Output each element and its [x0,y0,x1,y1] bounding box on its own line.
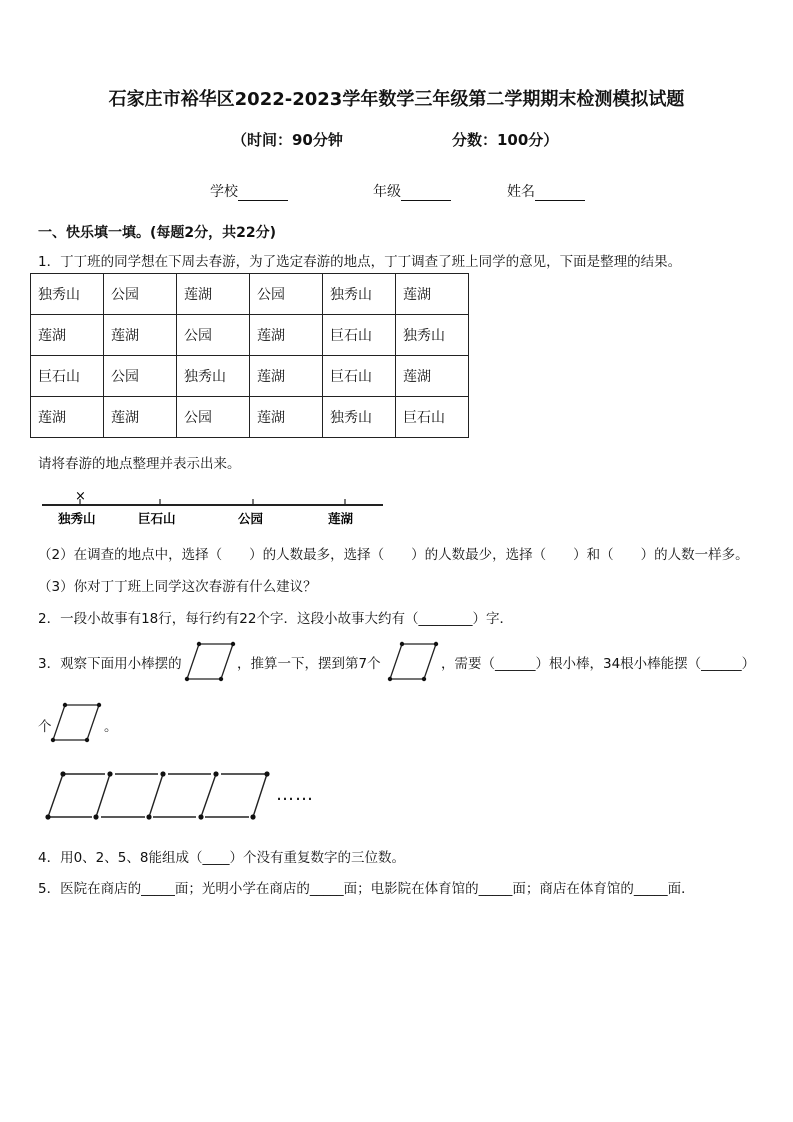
table-cell: 莲湖 [31,397,104,438]
table-cell: 巨石山 [323,356,396,397]
axis-label: 莲湖 [328,511,354,526]
table-cell: 公园 [104,356,177,397]
grade-label: 年级 [373,184,401,200]
question-1-instruction: 请将春游的地点整理并表示出来。 [38,456,241,472]
table-cell: 莲湖 [396,274,469,315]
exam-score: 分数：100分） [452,131,559,149]
table-cell: 莲湖 [250,397,323,438]
table-cell: 独秀山 [31,274,104,315]
stick-chain-figure [40,766,280,826]
question-1-part-3: （3）你对丁丁班上同学这次春游有什么建议？ [38,579,317,595]
table-cell: 莲湖 [396,356,469,397]
axis-label: 巨石山 [138,511,176,526]
table-cell: 巨石山 [323,315,396,356]
table-cell: 公园 [177,397,250,438]
question-4: 4．用0、2、5、8能组成（____）个没有重复数字的三位数。 [38,850,405,866]
table-cell: 公园 [177,315,250,356]
table-cell: 公园 [104,274,177,315]
table-cell: 莲湖 [177,274,250,315]
question-3-part-e: 。 [104,719,118,735]
table-cell: 莲湖 [104,315,177,356]
question-3-part-c: ，需要（______）根小棒，34根小棒能摆（______） [441,656,756,672]
school-label: 学校 [210,184,238,200]
question-3-part-b: ，推算一下，摆到第7个 [237,656,381,672]
section-heading: 一、快乐填一填。(每题2分，共22分) [38,225,277,241]
table-cell: 莲湖 [250,315,323,356]
table-cell: 独秀山 [323,274,396,315]
question-3-part-a: 3．观察下面用小棒摆的 [38,656,182,672]
axis-label: 公园 [238,511,264,526]
name-label: 姓名 [507,184,535,200]
cross-mark: × [75,489,86,504]
table-cell: 莲湖 [104,397,177,438]
parallelogram-icon [388,642,440,682]
table-cell: 独秀山 [177,356,250,397]
question-1-part-2: （2）在调查的地点中，选择（ ）的人数最多，选择（ ）的人数最少，选择（ ）和（ ）的人数一样多。 [38,547,749,563]
table-cell: 独秀山 [396,315,469,356]
question-2: 2．一段小故事有18行，每行约有22个字．这段小故事大约有（________）字． [38,611,513,627]
axis-label: 独秀山 [58,511,96,526]
question-3-part-d: 个 [38,719,52,735]
exam-time: （时间：90分钟 [232,131,343,149]
table-cell: 莲湖 [31,315,104,356]
table-cell: 公园 [250,274,323,315]
table-cell: 巨石山 [396,397,469,438]
parallelogram-icon [185,642,237,682]
parallelogram-icon [51,703,103,743]
continuation-dots: …… [276,784,314,805]
page-title: 石家庄市裕华区2022-2023学年数学三年级第二学期期末检测模拟试题 [108,89,685,110]
table-cell: 巨石山 [31,356,104,397]
table-cell: 独秀山 [323,397,396,438]
question-1-stem: 1．丁丁班的同学想在下周去春游，为了选定春游的地点，丁丁调查了班上同学的意见，下面是整理的结果。 [38,254,682,270]
table-cell: 莲湖 [250,356,323,397]
question-5: 5．医院在商店的_____面；光明小学在商店的_____面；电影院在体育馆的_____面；商店在体育馆的_____面． [38,881,695,897]
